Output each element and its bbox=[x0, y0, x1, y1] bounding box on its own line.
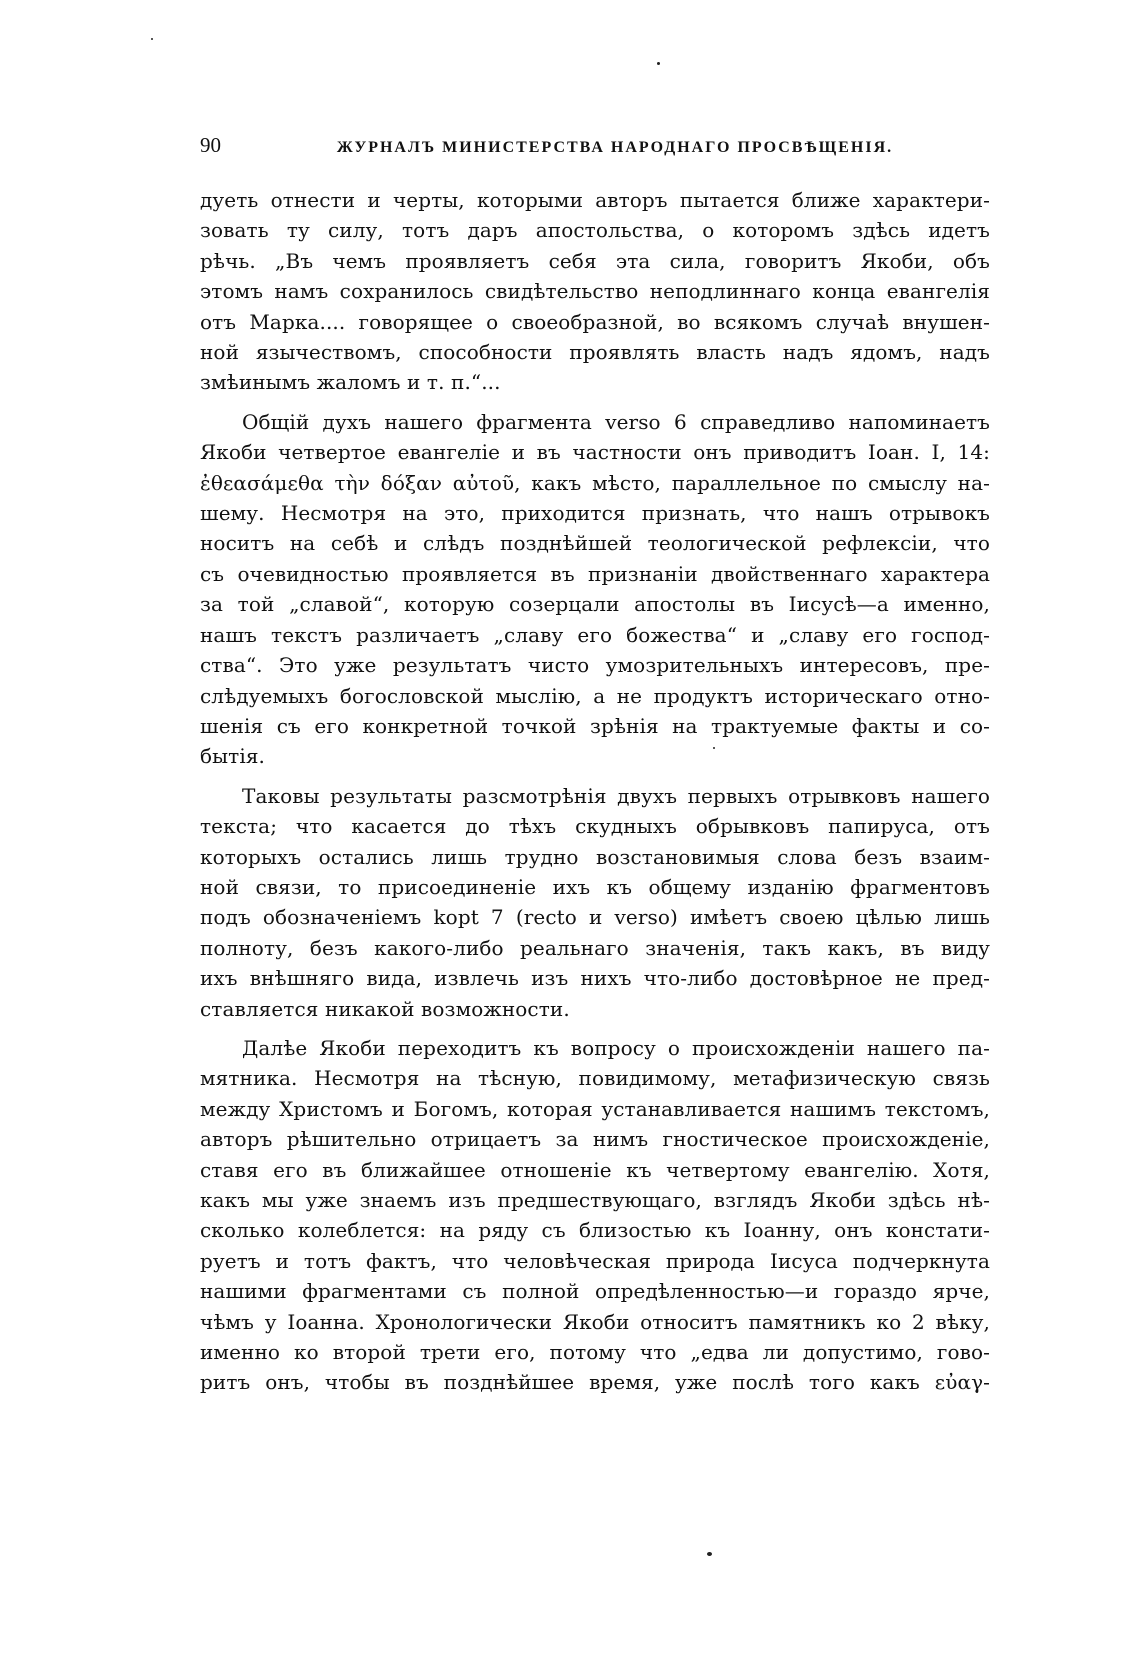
text-line: нашъ текстъ различаетъ „славу его божества“ и „славу его господ- bbox=[200, 622, 990, 647]
text-line: змѣинымъ жаломъ и т. п.“... bbox=[200, 370, 501, 395]
text-line: Общій духъ нашего фрагмента verso 6 справедливо напоминаетъ bbox=[242, 409, 990, 434]
text-line: зовать ту силу, тотъ даръ апостольства, о которомъ здѣсь идетъ bbox=[200, 218, 990, 243]
text-line: шему. Несмотря на это, приходится признать, что нашъ отрывокъ bbox=[200, 501, 990, 526]
body-text bbox=[200, 185, 990, 1407]
page-number: 90 bbox=[200, 133, 221, 157]
paragraph-4 bbox=[200, 1033, 990, 1398]
text-line: мятника. Несмотря на тѣсную, повидимому, метафизическую связь bbox=[200, 1066, 990, 1091]
text-line: слѣдуемыхъ богословской мыслію, а не продуктъ историческаго отно- bbox=[200, 683, 990, 708]
text-line: ἐθεασάμεθα τὴν δόξαν αὐτοῦ, какъ мѣсто, параллельное по смыслу на- bbox=[200, 470, 990, 495]
text-line: Якоби четвертое евангеліе и въ частности онъ приводитъ Іоан. I, 14: bbox=[200, 440, 990, 465]
text-line: именно ко второй трети его, потому что „едва ли допустимо, гово- bbox=[200, 1340, 990, 1365]
paragraph-3 bbox=[200, 781, 990, 1024]
text-line: съ очевидностью проявляется въ признаніи двойственнаго характера bbox=[200, 561, 990, 586]
text-line: шенія съ его конкретной точкой зрѣнія на трактуемые факты и со- bbox=[200, 713, 990, 738]
paragraph-2 bbox=[200, 407, 990, 772]
text-line: ихъ внѣшняго вида, извлечь изъ нихъ что-либо достовѣрное не пред- bbox=[200, 966, 990, 991]
text-line: подъ обозначеніемъ kopt 7 (recto и verso) имѣетъ своею цѣлью лишь bbox=[200, 905, 990, 930]
text-line: ритъ онъ, чтобы въ позднѣйшее время, уже послѣ того какъ εὐαγ- bbox=[200, 1370, 990, 1395]
text-line: нашими фрагментами съ полной опредѣленностью—и гораздо ярче, bbox=[200, 1279, 990, 1304]
text-line: текста; что касается до тѣхъ скудныхъ обрывковъ папируса, отъ bbox=[200, 814, 990, 839]
scan-speck bbox=[707, 1552, 712, 1556]
text-line: дуеть отнести и черты, которыми авторъ пытается ближе характери- bbox=[200, 188, 990, 212]
text-line: которыхъ остались лишь трудно возстановимыя слова безъ взаим- bbox=[200, 844, 990, 869]
text-line: сколько колеблется: на ряду съ близостью къ Іоанну, онъ констати- bbox=[200, 1218, 990, 1243]
text-line: полноту, безъ какого-либо реальнаго значенія, такъ какъ, въ виду bbox=[200, 935, 990, 960]
text-line: ной язычествомъ, способности проявлять власть надъ ядомъ, надъ bbox=[200, 340, 990, 365]
text-line: этомъ намъ сохранилось свидѣтельство неподлиннаго конца евангелія bbox=[200, 279, 990, 304]
text-line: какъ мы уже знаемъ изъ предшествующаго, взглядъ Якоби здѣсь нѣ- bbox=[200, 1188, 990, 1212]
text-line: ства“. Это уже результатъ чисто умозрительныхъ интересовъ, пре- bbox=[200, 653, 990, 678]
text-line: Таковы результаты разсмотрѣнія двухъ первыхъ отрывковъ нашего bbox=[242, 783, 990, 808]
text-line: бытія. bbox=[200, 744, 265, 769]
text-line: авторъ рѣшительно отрицаетъ за нимъ гностическое происхожденіе, bbox=[200, 1127, 990, 1152]
text-line: отъ Марка.... говорящее о своеобразной, во всякомъ случаѣ внушен- bbox=[200, 309, 990, 334]
text-line: чѣмъ у Іоанна. Хронологически Якоби относитъ памятникъ ко 2 вѣку, bbox=[200, 1309, 990, 1334]
text-line: Далѣе Якоби переходитъ къ вопросу о происхожденіи нашего па- bbox=[242, 1035, 990, 1060]
text-line: ставляется никакой возможности. bbox=[200, 996, 570, 1021]
scan-speck bbox=[657, 62, 660, 65]
running-title: ЖУРНАЛЪ МИНИСТЕРСТВА НАРОДНАГО ПРОСВѢЩЕНІЯ. bbox=[336, 139, 894, 156]
text-line: носитъ на себѣ и слѣдъ позднѣйшей теологической рефлексіи, что bbox=[200, 531, 990, 556]
text-line: ной связи, то присоединеніе ихъ къ общему изданію фрагментовъ bbox=[200, 874, 990, 899]
page-header bbox=[200, 133, 990, 158]
text-line: за той „славой“, которую созерцали апостолы въ Іисусѣ—а именно, bbox=[200, 592, 990, 617]
text-line: рѣчь. „Въ чемъ проявляетъ себя эта сила, говоритъ Якоби, объ bbox=[200, 248, 990, 273]
paragraph-1 bbox=[200, 185, 990, 398]
text-line: между Христомъ и Богомъ, которая устанавливается нашимъ текстомъ, bbox=[200, 1096, 990, 1121]
text-line: ставя его въ ближайшее отношеніе къ четвертому евангелію. Хотя, bbox=[200, 1157, 990, 1182]
text-line: руетъ и тотъ фактъ, что человѣческая природа Іисуса подчеркнута bbox=[200, 1248, 990, 1273]
scan-speck bbox=[151, 38, 153, 40]
